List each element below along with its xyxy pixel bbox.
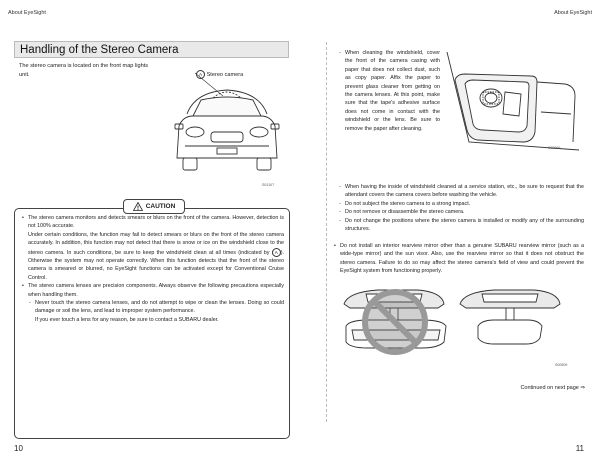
caution-b1-p2b: ). Otherwise the system may not operate correctly. When this function detects that the front of the stereo camera is smeared or blurred, no EyeSight functions can be activated except for Conventional Cruise Control.	[28, 249, 284, 281]
caution-bullet-2	[22, 282, 284, 324]
running-header-right: About EyeSight	[554, 10, 592, 16]
callout-marker: A	[196, 70, 205, 79]
dash-change: - Do not change the positions where the stereo camera is installed or modify any of the surrounding structures.	[338, 217, 584, 234]
dash-impact: - Do not subject the stereo camera to a strong impact.	[338, 200, 584, 208]
caution-b1-p2a: Under certain conditions, the function may fail to detect smears or blurs on the front of the stereo camera accurately. In addition, this function may not detect that there is snow or ice on the windshield close to the stereo camera. In such conditions, be sure to keep the windshield clean at all times (indicated by	[28, 231, 284, 256]
dash-windshield	[338, 49, 440, 133]
caution-b1-p2	[28, 231, 284, 282]
car-front-illustration	[165, 66, 290, 192]
bullet-mirror	[334, 242, 584, 276]
camera-closeup-illustration	[445, 52, 579, 160]
windshield-marker: A	[272, 248, 281, 257]
mirrors-illustration	[338, 286, 586, 368]
caution-bullet-1	[22, 214, 284, 282]
caution-heading	[123, 199, 185, 214]
dash-service: - When having the inside of windshield cleaned at a service station, etc., be sure to request that the attendant covers the camera covers before washing the vehicle.	[338, 183, 584, 200]
bullet-mirror-text: • Do not install an interior rearview mirror other than a genuine SUBARU rearview mirror (such as a wide-type mirror) and the sun visor. Also, use the rearview mirror so that it does not obstruct the stereo camera. Failure to do so may affect the stereo camera's field of view and could prevent the EyeSight system from functioning properly.	[334, 242, 584, 276]
running-header-left: About EyeSight	[8, 10, 46, 16]
caution-body	[22, 214, 284, 324]
page-number-right: 11	[575, 444, 584, 453]
svg-text:!: !	[136, 205, 139, 211]
intro-text: The stereo camera is located on the front map lights unit.	[19, 63, 149, 78]
dash-windshield-text: - When cleaning the windshield, cover the front of the camera casing with paper that does not collect dust, such as copy paper. Affix the paper to prevent glass cleaner from getting on the camera lenses. At this point, make sure that the tape's adhesive surface does not come in contact with the windshield or the lens. Be sure to remove the paper after cleaning.	[338, 49, 440, 133]
page-divider	[326, 42, 327, 422]
caution-d1: - Never touch the stereo camera lenses, and do not attempt to wipe or clean the lenses. Doing so could damage or soil the lens, and lead to improper system performance.	[35, 299, 284, 315]
page-number-left: 10	[14, 444, 23, 453]
figure-code: S02966	[548, 146, 561, 150]
dash-remove: - Do not remove or disassemble the stereo camera.	[338, 208, 584, 216]
callout-text: Stereo camera	[206, 71, 244, 78]
caution-d1b: If you ever touch a lens for any reason, be sure to contact a SUBARU dealer.	[35, 316, 219, 323]
prohibited-sign-icon	[365, 292, 425, 352]
caution-b1-p1: • The stereo camera monitors and detects smears or blurs on the front of the camera. However, detection is not 100% accurate.	[28, 215, 284, 230]
warning-triangle-icon	[133, 202, 143, 211]
callout-label	[196, 70, 243, 79]
continued-note: Continued on next page ⇒	[520, 385, 585, 391]
caution-dash-1	[28, 299, 284, 324]
caution-b2: • The stereo camera lenses are precision components. Always observe the following precautions especially when handling them.	[28, 283, 284, 298]
caution-title: CAUTION	[145, 203, 176, 210]
figure-code: S01107	[262, 183, 275, 187]
right-list	[338, 183, 584, 233]
figure-code: S00509	[555, 363, 568, 367]
section-title: Handling of the Stereo Camera	[14, 41, 289, 58]
